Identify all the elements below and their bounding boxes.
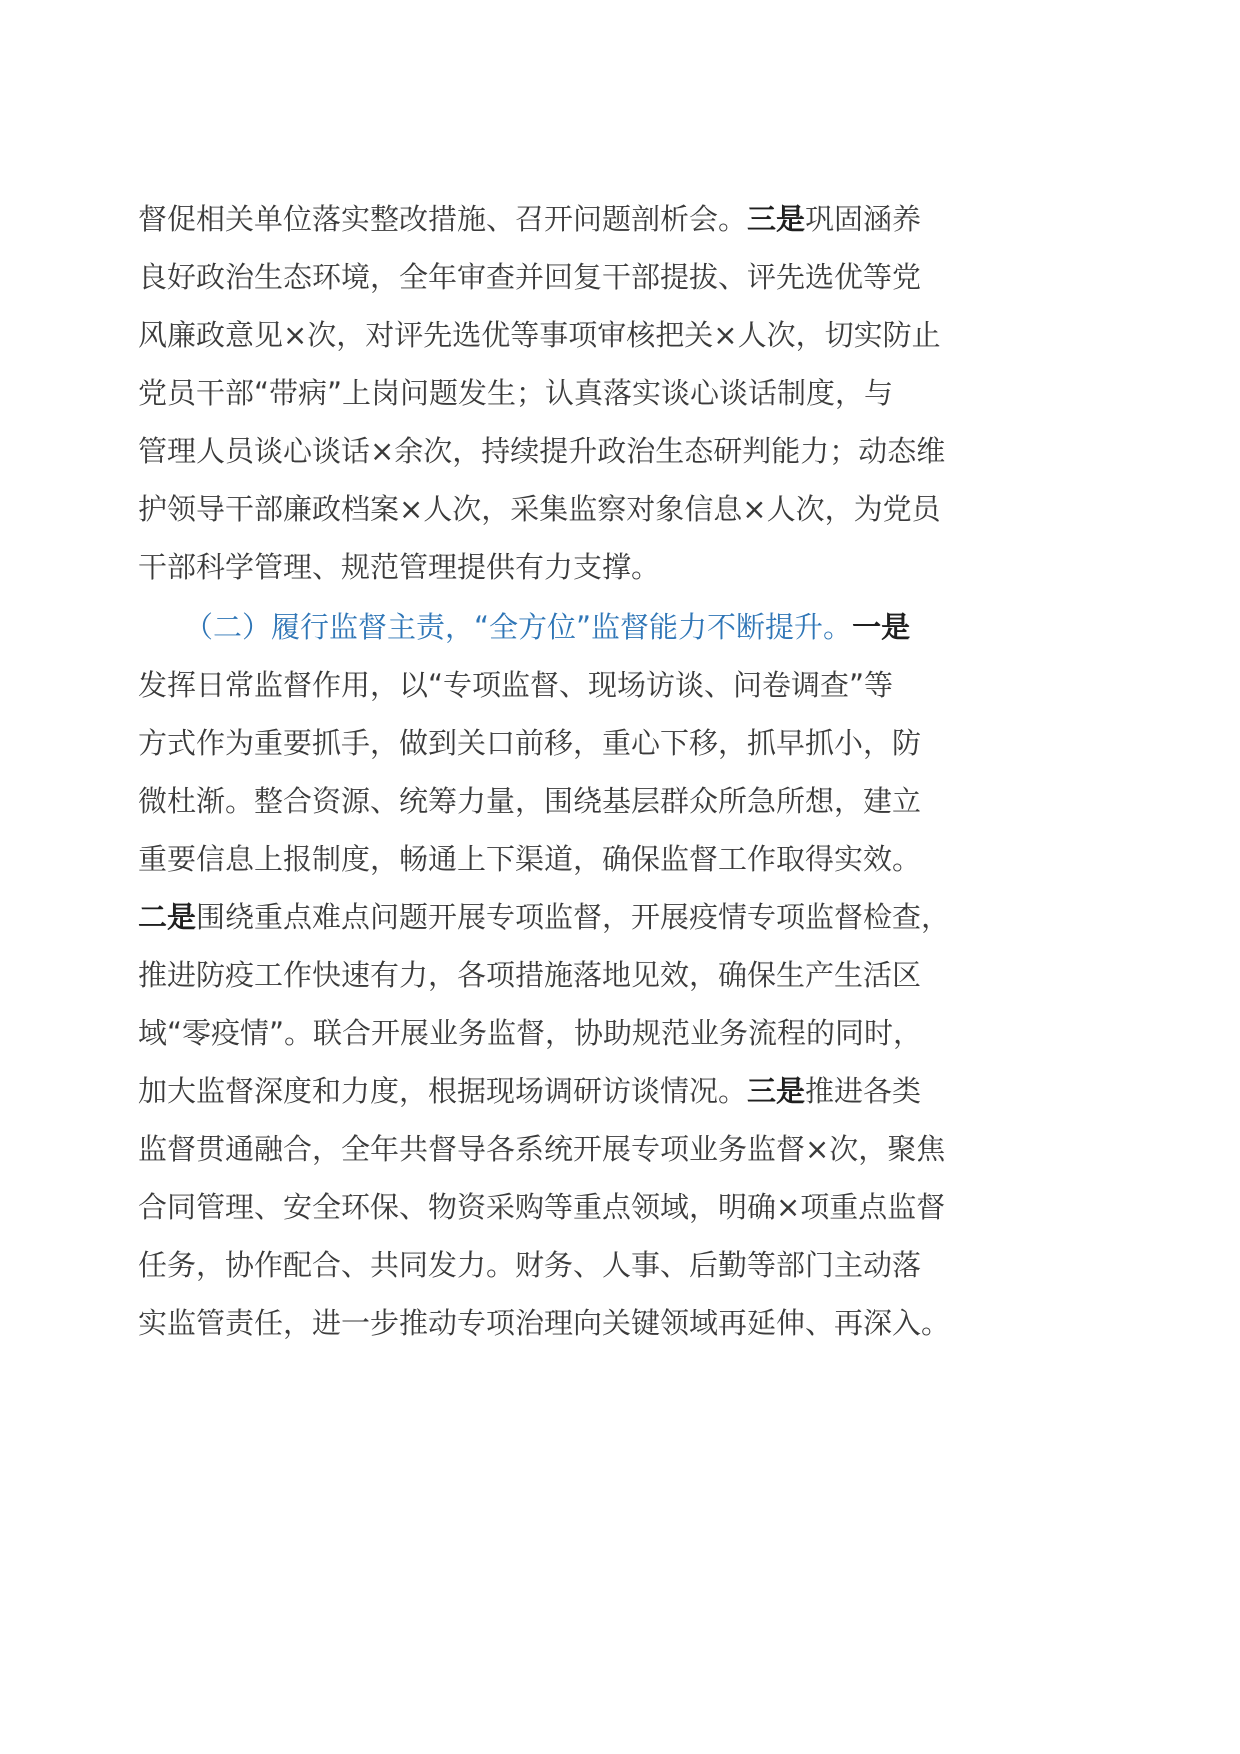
body-text: 推进防疫工作快速有力，各项措施落地见效，确保生产生活区 bbox=[138, 958, 922, 992]
body-text: 干部科学管理、规范管理提供有力支撑。 bbox=[138, 550, 661, 584]
text-line bbox=[138, 1245, 978, 1285]
bold-lead: 二是 bbox=[138, 900, 197, 934]
body-text: 微杜渐。整合资源、统筹力量，围绕基层群众所急所想，建立 bbox=[138, 784, 922, 818]
body-text: 重要信息上报制度，畅通上下渠道，确保监督工作取得实效。 bbox=[138, 842, 922, 876]
text-line bbox=[138, 431, 978, 471]
body-text: 良好政治生态环境，全年审查并回复干部提拔、评先选优等党 bbox=[138, 260, 922, 294]
body-text: 护领导干部廉政档案×人次，采集监察对象信息×人次，为党员 bbox=[138, 492, 941, 526]
body-text: 实监管责任，进一步推动专项治理向关键领域再延伸、再深入。 bbox=[138, 1306, 951, 1340]
section-heading-line bbox=[184, 607, 1024, 647]
text-line bbox=[138, 257, 978, 297]
body-text: 合同管理、安全环保、物资采购等重点领域，明确×项重点监督 bbox=[138, 1190, 946, 1224]
body-text: 域“零疫情”。联合开展业务监督，协助规范业务流程的同时， bbox=[138, 1016, 923, 1050]
text-line bbox=[138, 1303, 978, 1343]
section-heading: （二）履行监督主责，“全方位”监督能力不断提升。 bbox=[184, 610, 853, 644]
text-line bbox=[138, 1187, 978, 1227]
text-line bbox=[138, 839, 978, 879]
body-text: 风廉政意见×次，对评先选优等事项审核把关×人次，切实防止 bbox=[138, 318, 941, 352]
text-line bbox=[138, 489, 978, 529]
body-text: 发挥日常监督作用，以“专项监督、现场访谈、问卷调查”等 bbox=[138, 668, 894, 702]
body-text: 围绕重点难点问题开展专项监督，开展疫情专项监督检查， bbox=[196, 900, 951, 934]
body-text: 督促相关单位落实整改措施、召开问题剖析会。 bbox=[138, 202, 748, 236]
bold-lead: 一是 bbox=[852, 610, 911, 644]
text-line bbox=[138, 315, 978, 355]
bold-lead: 三是 bbox=[747, 1074, 806, 1108]
bold-lead: 三是 bbox=[747, 202, 806, 236]
text-line bbox=[138, 199, 978, 239]
text-line bbox=[138, 781, 978, 821]
text-line bbox=[138, 955, 978, 995]
body-text: 管理人员谈心谈话×余次，持续提升政治生态研判能力；动态维 bbox=[138, 434, 946, 468]
body-text: 推进各类 bbox=[805, 1074, 922, 1108]
text-line bbox=[138, 547, 978, 587]
text-line bbox=[138, 1071, 978, 1111]
body-text: 巩固涵养 bbox=[805, 202, 922, 236]
text-line bbox=[138, 373, 978, 413]
body-text: 监督贯通融合，全年共督导各系统开展专项业务监督×次，聚焦 bbox=[138, 1132, 946, 1166]
text-line bbox=[138, 1129, 978, 1169]
text-line bbox=[138, 1013, 978, 1053]
body-text: 方式作为重要抓手，做到关口前移，重心下移，抓早抓小，防 bbox=[138, 726, 922, 760]
text-line bbox=[138, 723, 978, 763]
body-text: 加大监督深度和力度，根据现场调研访谈情况。 bbox=[138, 1074, 748, 1108]
body-text: 任务，协作配合、共同发力。财务、人事、后勤等部门主动落 bbox=[138, 1248, 922, 1282]
body-text: 党员干部“带病”上岗问题发生；认真落实谈心谈话制度，与 bbox=[138, 376, 894, 410]
text-line bbox=[138, 897, 978, 937]
text-line bbox=[138, 665, 978, 705]
